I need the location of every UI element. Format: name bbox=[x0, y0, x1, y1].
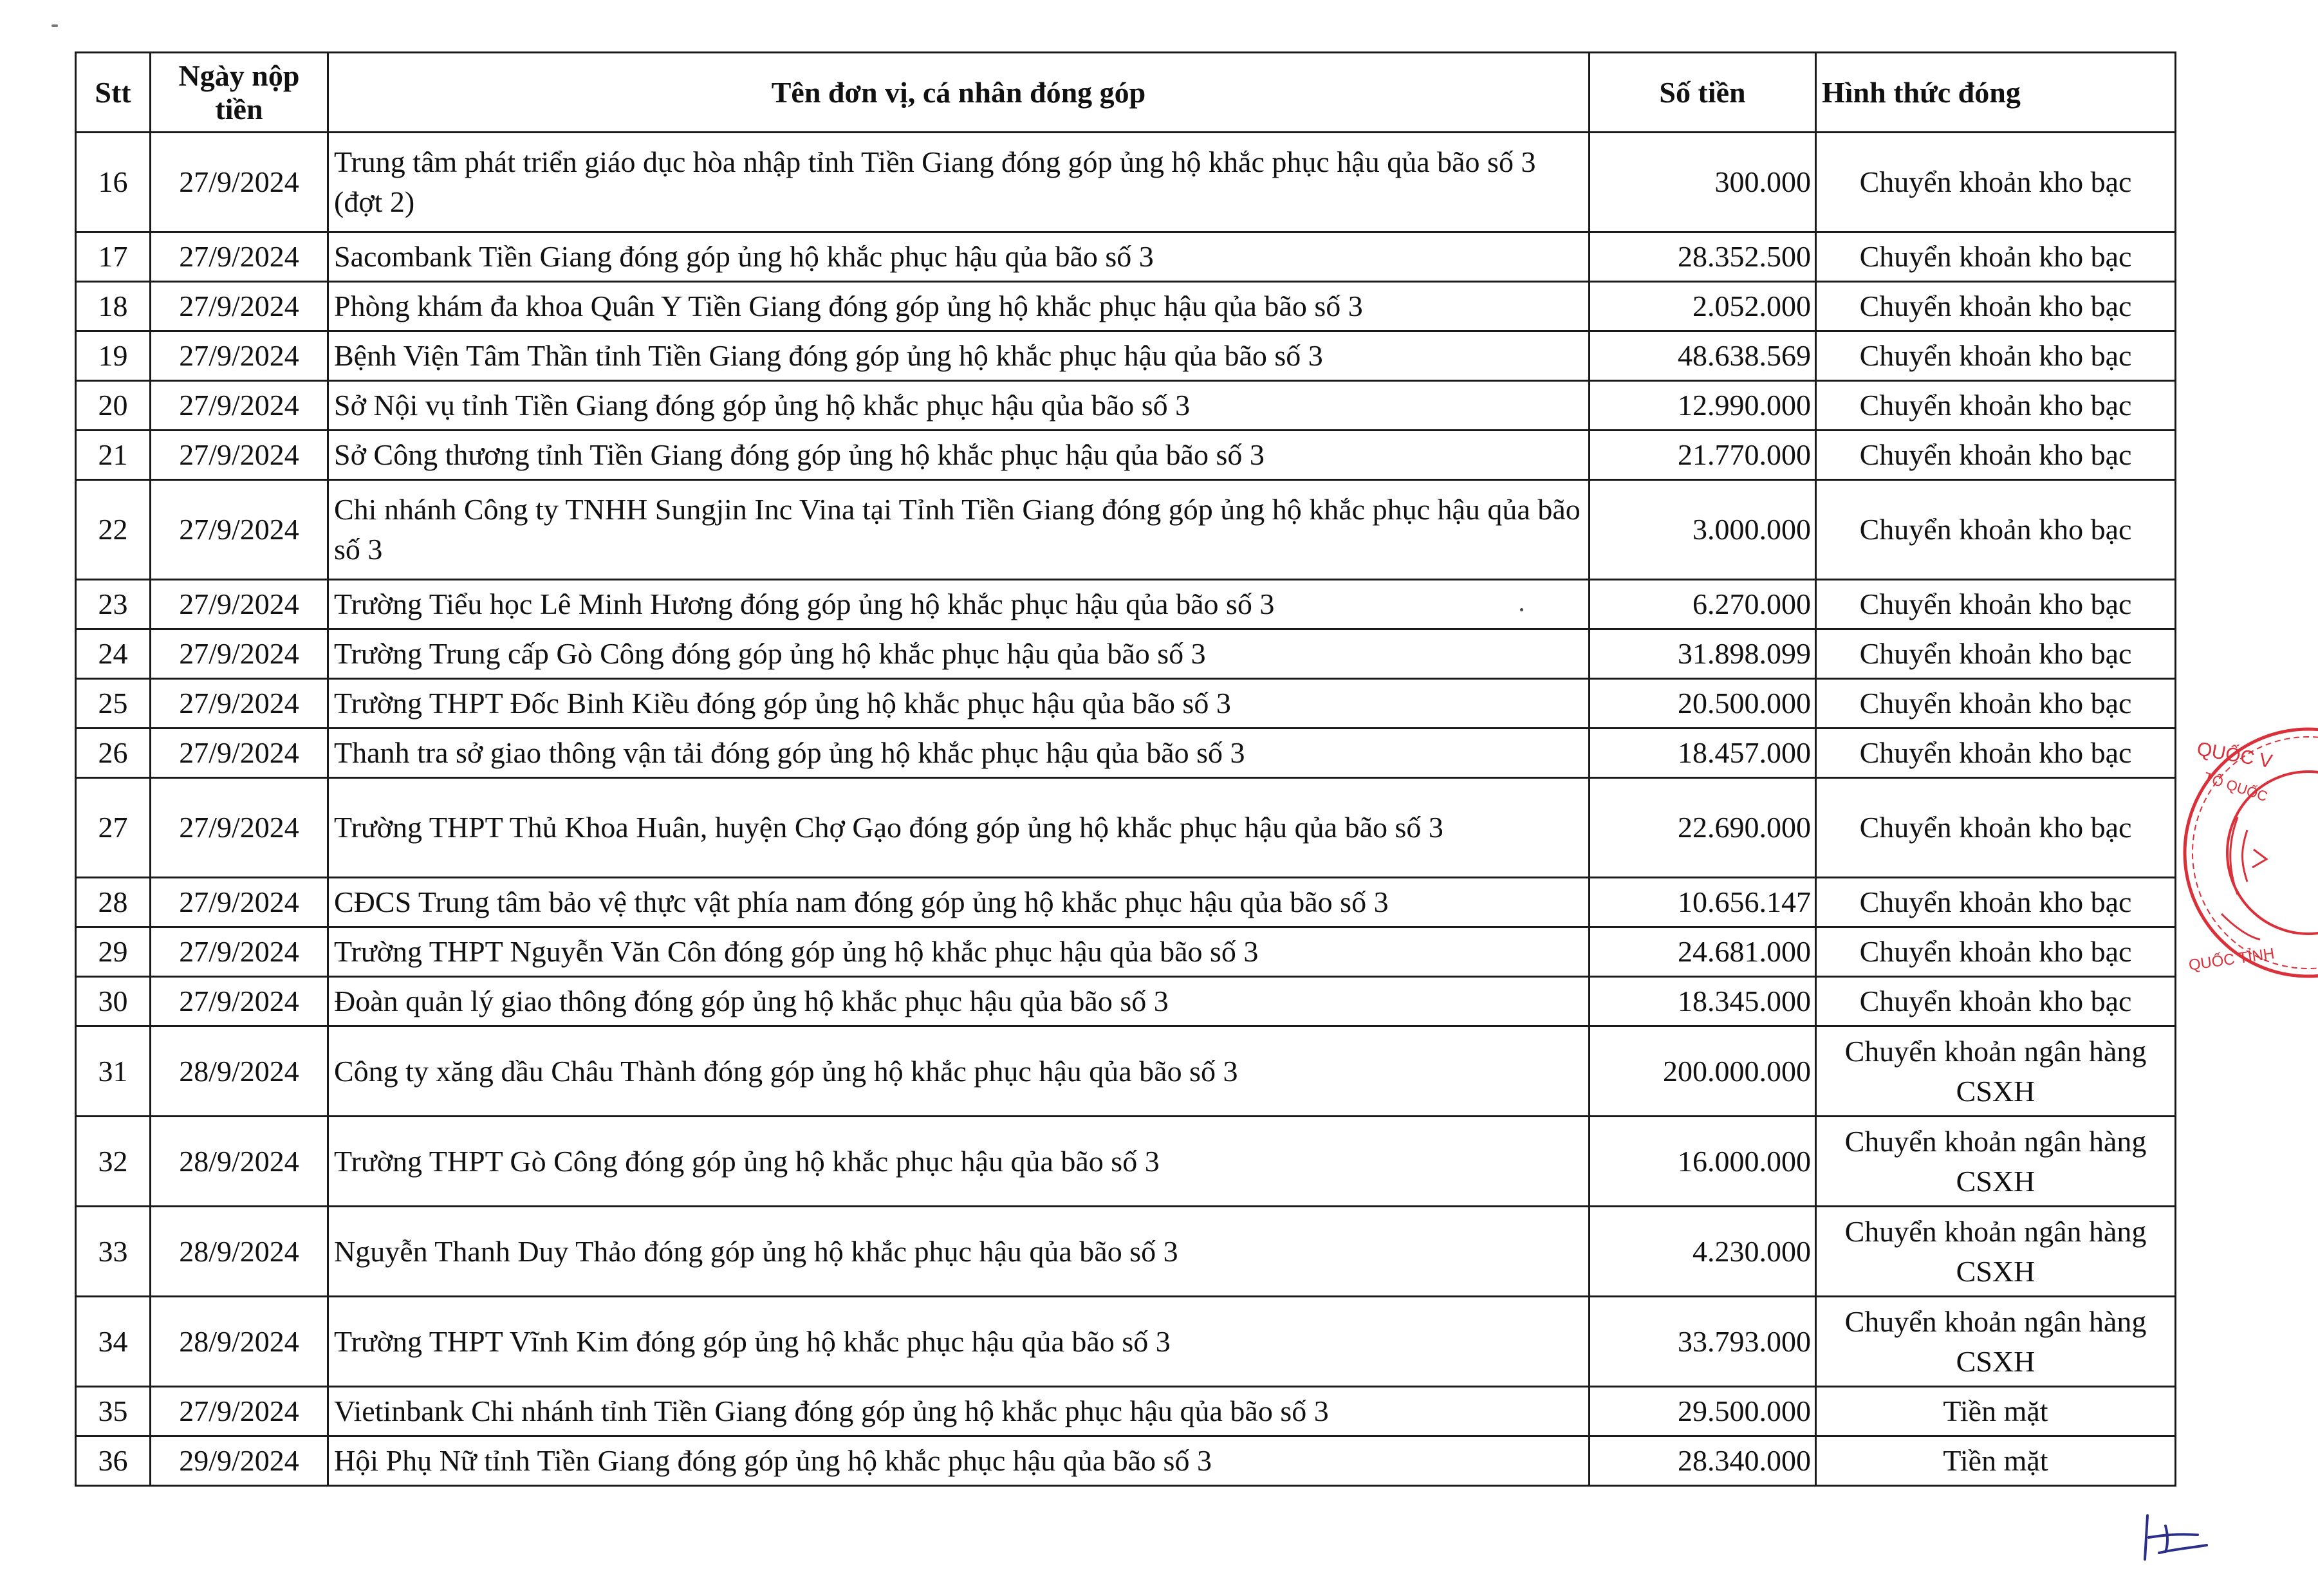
cell-name: Hội Phụ Nữ tỉnh Tiền Giang đóng góp ủng hộ khắc phục hậu qủa bão số 3 bbox=[328, 1436, 1590, 1486]
cell-stt: 30 bbox=[76, 977, 151, 1026]
cell-amount: 28.340.000 bbox=[1590, 1436, 1816, 1486]
cell-method: Chuyển khoản kho bạc bbox=[1816, 431, 2176, 480]
cell-stt: 22 bbox=[76, 480, 151, 580]
cell-date: 27/9/2024 bbox=[151, 1387, 328, 1436]
cell-date: 27/9/2024 bbox=[151, 133, 328, 232]
cell-method: Chuyển khoản kho bạc bbox=[1816, 878, 2176, 927]
scan-speck bbox=[1520, 608, 1523, 611]
cell-name: CĐCS Trung tâm bảo vệ thực vật phía nam đóng góp ủng hộ khắc phục hậu qủa bão số 3 bbox=[328, 878, 1590, 927]
header-stt: Stt bbox=[76, 53, 151, 133]
cell-amount: 6.270.000 bbox=[1590, 580, 1816, 629]
cell-name: Sở Nội vụ tỉnh Tiền Giang đóng góp ủng hộ khắc phục hậu qủa bão số 3 bbox=[328, 381, 1590, 431]
cell-method: Chuyển khoản ngân hàng CSXH bbox=[1816, 1026, 2176, 1117]
cell-name: Công ty xăng dầu Châu Thành đóng góp ủng hộ khắc phục hậu qủa bão số 3 bbox=[328, 1026, 1590, 1117]
cell-amount: 48.638.569 bbox=[1590, 331, 1816, 381]
header-row bbox=[76, 53, 2176, 133]
table-row bbox=[76, 778, 2176, 878]
cell-name: Phòng khám đa khoa Quân Y Tiền Giang đóng góp ủng hộ khắc phục hậu qủa bão số 3 bbox=[328, 282, 1590, 331]
cell-method: Chuyển khoản kho bạc bbox=[1816, 381, 2176, 431]
cell-stt: 28 bbox=[76, 878, 151, 927]
cell-name: Trung tâm phát triển giáo dục hòa nhập tỉnh Tiền Giang đóng góp ủng hộ khắc phục hậu qủa bão số 3 (đợt 2) bbox=[328, 133, 1590, 232]
cell-date: 27/9/2024 bbox=[151, 927, 328, 977]
cell-stt: 19 bbox=[76, 331, 151, 381]
cell-method: Chuyển khoản kho bạc bbox=[1816, 778, 2176, 878]
table-row bbox=[76, 1436, 2176, 1486]
cell-date: 27/9/2024 bbox=[151, 381, 328, 431]
cell-stt: 36 bbox=[76, 1436, 151, 1486]
cell-name: Trường THPT Vĩnh Kim đóng góp ủng hộ khắc phục hậu qủa bão số 3 bbox=[328, 1297, 1590, 1387]
seal-text-inner: TỔ QUỐC bbox=[2202, 768, 2270, 805]
cell-amount: 2.052.000 bbox=[1590, 282, 1816, 331]
table-row bbox=[76, 331, 2176, 381]
table-row bbox=[76, 728, 2176, 778]
cell-method: Chuyển khoản kho bạc bbox=[1816, 232, 2176, 282]
table-row bbox=[76, 977, 2176, 1026]
cell-method: Tiền mặt bbox=[1816, 1387, 2176, 1436]
cell-method: Chuyển khoản kho bạc bbox=[1816, 728, 2176, 778]
cell-name: Trường THPT Đốc Binh Kiều đóng góp ủng hộ khắc phục hậu qủa bão số 3 bbox=[328, 679, 1590, 728]
cell-name: Trường THPT Nguyễn Văn Côn đóng góp ủng hộ khắc phục hậu qủa bão số 3 bbox=[328, 927, 1590, 977]
cell-amount: 12.990.000 bbox=[1590, 381, 1816, 431]
cell-date: 27/9/2024 bbox=[151, 331, 328, 381]
cell-amount: 10.656.147 bbox=[1590, 878, 1816, 927]
cell-method: Chuyển khoản ngân hàng CSXH bbox=[1816, 1297, 2176, 1387]
cell-amount: 24.681.000 bbox=[1590, 927, 1816, 977]
cell-date: 27/9/2024 bbox=[151, 778, 328, 878]
cell-name: Chi nhánh Công ty TNHH Sungjin Inc Vina tại Tỉnh Tiền Giang đóng góp ủng hộ khắc phục hậu qủa bão số 3 bbox=[328, 480, 1590, 580]
cell-amount: 18.345.000 bbox=[1590, 977, 1816, 1026]
cell-name: Trường Tiểu học Lê Minh Hương đóng góp ủng hộ khắc phục hậu qủa bão số 3 bbox=[328, 580, 1590, 629]
cell-date: 27/9/2024 bbox=[151, 977, 328, 1026]
cell-stt: 31 bbox=[76, 1026, 151, 1117]
cell-date: 27/9/2024 bbox=[151, 878, 328, 927]
cell-stt: 32 bbox=[76, 1117, 151, 1207]
cell-amount: 3.000.000 bbox=[1590, 480, 1816, 580]
cell-name: Sacombank Tiền Giang đóng góp ủng hộ khắc phục hậu qủa bão số 3 bbox=[328, 232, 1590, 282]
cell-amount: 28.352.500 bbox=[1590, 232, 1816, 282]
table-row bbox=[76, 878, 2176, 927]
cell-amount: 200.000.000 bbox=[1590, 1026, 1816, 1117]
cell-method: Chuyển khoản kho bạc bbox=[1816, 679, 2176, 728]
cell-date: 27/9/2024 bbox=[151, 282, 328, 331]
cell-amount: 29.500.000 bbox=[1590, 1387, 1816, 1436]
cell-amount: 300.000 bbox=[1590, 133, 1816, 232]
cell-stt: 26 bbox=[76, 728, 151, 778]
cell-stt: 27 bbox=[76, 778, 151, 878]
cell-name: Thanh tra sở giao thông vận tải đóng góp ủng hộ khắc phục hậu qủa bão số 3 bbox=[328, 728, 1590, 778]
cell-date: 27/9/2024 bbox=[151, 431, 328, 480]
seal-text-bottom: QUỐC TỈNH bbox=[2187, 945, 2276, 974]
cell-date: 27/9/2024 bbox=[151, 679, 328, 728]
cell-stt: 18 bbox=[76, 282, 151, 331]
cell-date: 29/9/2024 bbox=[151, 1436, 328, 1486]
cell-method: Chuyển khoản kho bạc bbox=[1816, 977, 2176, 1026]
cell-amount: 22.690.000 bbox=[1590, 778, 1816, 878]
cell-amount: 4.230.000 bbox=[1590, 1207, 1816, 1297]
table-body bbox=[76, 133, 2176, 1486]
cell-stt: 25 bbox=[76, 679, 151, 728]
cell-stt: 20 bbox=[76, 381, 151, 431]
cell-name: Trường THPT Gò Công đóng góp ủng hộ khắc phục hậu qủa bão số 3 bbox=[328, 1117, 1590, 1207]
seal-text-top: QUỐC V bbox=[2195, 738, 2274, 773]
cell-amount: 16.000.000 bbox=[1590, 1117, 1816, 1207]
cell-date: 28/9/2024 bbox=[151, 1297, 328, 1387]
handwritten-initials bbox=[2140, 1509, 2211, 1567]
table-row bbox=[76, 480, 2176, 580]
header-amount: Số tiền bbox=[1590, 53, 1816, 133]
cell-date: 28/9/2024 bbox=[151, 1026, 328, 1117]
cell-stt: 29 bbox=[76, 927, 151, 977]
cell-date: 27/9/2024 bbox=[151, 629, 328, 679]
cell-name: Nguyễn Thanh Duy Thảo đóng góp ủng hộ khắc phục hậu qủa bão số 3 bbox=[328, 1207, 1590, 1297]
table-row bbox=[76, 1207, 2176, 1297]
cell-stt: 21 bbox=[76, 431, 151, 480]
table-row bbox=[76, 282, 2176, 331]
cell-amount: 21.770.000 bbox=[1590, 431, 1816, 480]
cell-name: Đoàn quản lý giao thông đóng góp ủng hộ khắc phục hậu qủa bão số 3 bbox=[328, 977, 1590, 1026]
table-row bbox=[76, 1387, 2176, 1436]
cell-date: 28/9/2024 bbox=[151, 1207, 328, 1297]
cell-amount: 20.500.000 bbox=[1590, 679, 1816, 728]
cell-method: Chuyển khoản kho bạc bbox=[1816, 480, 2176, 580]
cell-method: Chuyển khoản kho bạc bbox=[1816, 282, 2176, 331]
cell-date: 27/9/2024 bbox=[151, 480, 328, 580]
table-row bbox=[76, 1297, 2176, 1387]
cell-stt: 33 bbox=[76, 1207, 151, 1297]
cell-stt: 35 bbox=[76, 1387, 151, 1436]
cell-name: Trường Trung cấp Gò Công đóng góp ủng hộ khắc phục hậu qủa bão số 3 bbox=[328, 629, 1590, 679]
table-row bbox=[76, 679, 2176, 728]
table-row bbox=[76, 1117, 2176, 1207]
cell-method: Chuyển khoản kho bạc bbox=[1816, 133, 2176, 232]
table-row bbox=[76, 1026, 2176, 1117]
cell-stt: 16 bbox=[76, 133, 151, 232]
table-row bbox=[76, 232, 2176, 282]
cell-date: 27/9/2024 bbox=[151, 580, 328, 629]
cell-method: Chuyển khoản kho bạc bbox=[1816, 580, 2176, 629]
donation-table bbox=[75, 51, 2176, 1487]
cell-method: Tiền mặt bbox=[1816, 1436, 2176, 1486]
scan-speck bbox=[51, 24, 58, 27]
table-row bbox=[76, 927, 2176, 977]
cell-method: Chuyển khoản kho bạc bbox=[1816, 927, 2176, 977]
cell-method: Chuyển khoản kho bạc bbox=[1816, 331, 2176, 381]
header-name: Tên đơn vị, cá nhân đóng góp bbox=[328, 53, 1590, 133]
table-row bbox=[76, 431, 2176, 480]
table-row bbox=[76, 629, 2176, 679]
cell-stt: 34 bbox=[76, 1297, 151, 1387]
cell-stt: 17 bbox=[76, 232, 151, 282]
cell-date: 27/9/2024 bbox=[151, 728, 328, 778]
table-row bbox=[76, 133, 2176, 232]
table-row bbox=[76, 381, 2176, 431]
cell-name: Bệnh Viện Tâm Thần tỉnh Tiền Giang đóng góp ủng hộ khắc phục hậu qủa bão số 3 bbox=[328, 331, 1590, 381]
cell-name: Trường THPT Thủ Khoa Huân, huyện Chợ Gạo đóng góp ủng hộ khắc phục hậu qủa bão số 3 bbox=[328, 778, 1590, 878]
cell-date: 28/9/2024 bbox=[151, 1117, 328, 1207]
cell-date: 27/9/2024 bbox=[151, 232, 328, 282]
cell-stt: 23 bbox=[76, 580, 151, 629]
cell-amount: 33.793.000 bbox=[1590, 1297, 1816, 1387]
cell-name: Sở Công thương tỉnh Tiền Giang đóng góp ủng hộ khắc phục hậu qủa bão số 3 bbox=[328, 431, 1590, 480]
header-method: Hình thức đóng bbox=[1816, 53, 2176, 133]
cell-amount: 18.457.000 bbox=[1590, 728, 1816, 778]
cell-method: Chuyển khoản ngân hàng CSXH bbox=[1816, 1207, 2176, 1297]
table-row bbox=[76, 580, 2176, 629]
header-date: Ngày nộp tiền bbox=[151, 53, 328, 133]
red-seal-stamp bbox=[2176, 721, 2276, 985]
cell-method: Chuyển khoản kho bạc bbox=[1816, 629, 2176, 679]
cell-name: Vietinbank Chi nhánh tỉnh Tiền Giang đóng góp ủng hộ khắc phục hậu qủa bão số 3 bbox=[328, 1387, 1590, 1436]
cell-method: Chuyển khoản ngân hàng CSXH bbox=[1816, 1117, 2176, 1207]
cell-amount: 31.898.099 bbox=[1590, 629, 1816, 679]
cell-stt: 24 bbox=[76, 629, 151, 679]
